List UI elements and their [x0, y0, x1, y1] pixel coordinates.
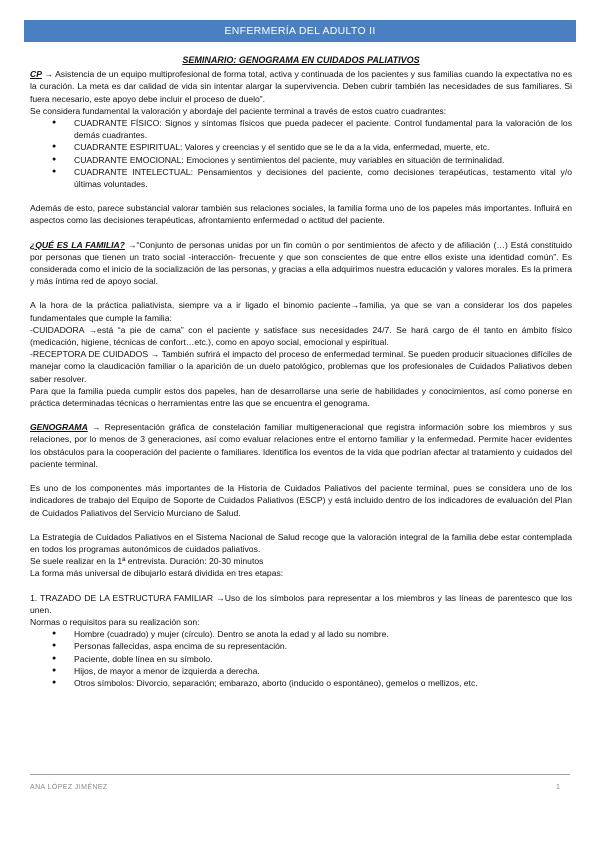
genograma-term: GENOGRAMA [30, 422, 88, 433]
cp-paragraph [30, 68, 572, 105]
genograma-paragraph [30, 421, 572, 470]
quadrants-intro: Se considera fundamental la valoración y abordaje del paciente terminal a través de estos cuatro cuadrantes: [30, 105, 447, 116]
genograma-definition: Representación gráfica de constelación familiar multigeneracional que registra información sobre los miembros y sus relaciones, por lo menos de 3 generaciones, así como evaluar relaciones entre el entorno familiar y la enfermedad. Permite hacer evidentes los obstáculos para la cooperación del paciente o familiares. Identifica los eventos de la vida que podrían afectar al tratamiento y cuidados del paciente terminal. [30, 422, 572, 469]
trazado-heading: 1. TRAZADO DE LA ESTRUCTURA FAMILIAR →Uso de los símbolos para representar a los miembros y las líneas de parentesco que los unen. [30, 592, 572, 615]
document-body [30, 54, 572, 689]
historia-paragraph: Es uno de los componentes más importantes de la Historia de Cuidados Paliativos del paciente terminal, pues se considera uno de los indicadores de trabajo del Equipo de Soporte de Cuidados Paliativos (ESCP) y está incluido dentro de los indicadores de evaluación del Plan de Cuidados Paliativos del Servicio Murciano de Salud. [30, 483, 572, 518]
practica-intro: A la hora de la práctica paliativista, siempre va a ir ligado el binomio paciente→familia, ya que se van a considerar los dos papeles fundamentales que cumple la familia: [30, 300, 572, 323]
header-bar [24, 20, 576, 42]
cuidadora-paragraph: -CUIDADORA →está “a pie de cama” con el paciente y satisface sus necesidades 24/7. Se hará cargo de él tanto en ámbito físico (medicación, higiene, técnicas de confort…etc.), como en apoyo social, emocional y espiritual. [30, 324, 572, 348]
cp-definition: → Asistencia de un equipo multiprofesional de forma total, activa y continuada de los pacientes y sus familias cuando la expectativa no es la curación. La meta es dar calidad de vida sin intentar alargar la supervivencia. Deben cubrir también las necesidades de sus familiares. Si fuera necesario, este apoyo debe incluir el proceso de duelo”. [30, 69, 572, 104]
etapas-line: La forma más universal de dibujarlo estará dividida en tres etapas: [30, 568, 284, 579]
trazado-item: ● Hombre (cuadrado) y mujer (círculo). Dentro se anota la edad y al lado su nombre. [74, 628, 572, 640]
trazado-item: ● Paciente, doble línea en su símbolo. [74, 653, 572, 665]
page-number: 1 [556, 784, 560, 791]
quadrants-list [30, 117, 572, 190]
trazado-item: ● Hijos, de mayor a menor de izquierda a derecha. [74, 665, 572, 677]
estrategia-paragraph: La Estrategia de Cuidados Paliativos en el Sistema Nacional de Salud recoge que la valoración integral de la familia debe estar contemplada en todos los programas autonómicos de cuidados paliativos. [30, 531, 572, 554]
normas-line: Normas o requisitos para su realización son: [30, 616, 200, 627]
genograma-arrow: → [87, 422, 105, 433]
receptora-paragraph: -RECEPTORA DE CUIDADOS → También sufrirá el impacto del proceso de enfermedad terminal. Se pueden producir situaciones difíciles de manejar como la claudicación familiar o la aparición de un duelo patológico, problemas que los profesionales de Cuidados Paliativos deben saber resolver. [30, 349, 572, 384]
quadrant-item: ● CUADRANTE FÍSICO: Signos y síntomas físicos que pueda padecer el paciente. Control fundamental para la valoración de los demás cuadrantes. [74, 117, 572, 141]
seminar-title: SEMINARIO: GENOGRAMA EN CUIDADOS PALIATIVOS [182, 55, 420, 65]
cp-term: CP [30, 69, 42, 80]
quadrant-item: ● CUADRANTE ESPIRITUAL: Valores y creencias y el sentido que se le da a la vida, enfermedad, muerte, etc. [74, 141, 572, 153]
trazado-list [30, 628, 572, 689]
trazado-item: ● Otros símbolos: Divorcio, separación; embarazo, aborto (inducido o espontáneo), gemelos o mellizos, etc. [74, 677, 572, 689]
familia-definition: →“Conjunto de personas unidas por un fin común o por sentimientos de afecto y de afiliación (…) Está constituido por personas que tienen un trato social -interacción- frecuente y que son conscientes de que entre ellos existe una identidad común”. Es considerada como el inicio de la socialización de las personas, y gracias a ella adquirimos nuestra educación y valores morales. Es la primera y más íntima red de apoyo social. [30, 239, 572, 287]
social-paragraph: Además de esto, parece substancial valorar también sus relaciones sociales, la familia forma uno de los papeles más importantes. Influirá en aspectos como las decisiones terapéuticas, afrontamiento enfermedad o actitud del paciente. [30, 203, 572, 226]
trazado-item: ● Personas fallecidas, aspa encima de su representación. [74, 640, 572, 652]
quadrant-item: ● CUADRANTE INTELECTUAL: Pensamientos y decisiones del paciente, como decisiones terapéuticas, testamento vital y/o últimas voluntades. [74, 166, 572, 190]
familia-term: ¿QUÉ ES LA FAMILIA? [30, 239, 125, 250]
quadrant-item: ● CUADRANTE EMOCIONAL: Emociones y sentimientos del paciente, muy variables en situación de terminalidad. [74, 154, 572, 166]
header-title: ENFERMERÍA DEL ADULTO II [224, 25, 376, 37]
entrevista-line: Se suele realizar en la 1ª entrevista. Duración: 20-30 minutos [30, 556, 264, 567]
footer-divider [30, 774, 570, 775]
familia-paragraph [30, 239, 572, 288]
practica-closing: Para que la familia pueda cumplir estos dos papeles, han de desarrollarse una serie de habilidades y conocimientos, así como ponerse en práctica determinadas técnicas o herramientas entre las que se encuentra el genograma. [30, 385, 572, 409]
footer-author: ANA LÓPEZ JIMÉNEZ [30, 784, 108, 791]
